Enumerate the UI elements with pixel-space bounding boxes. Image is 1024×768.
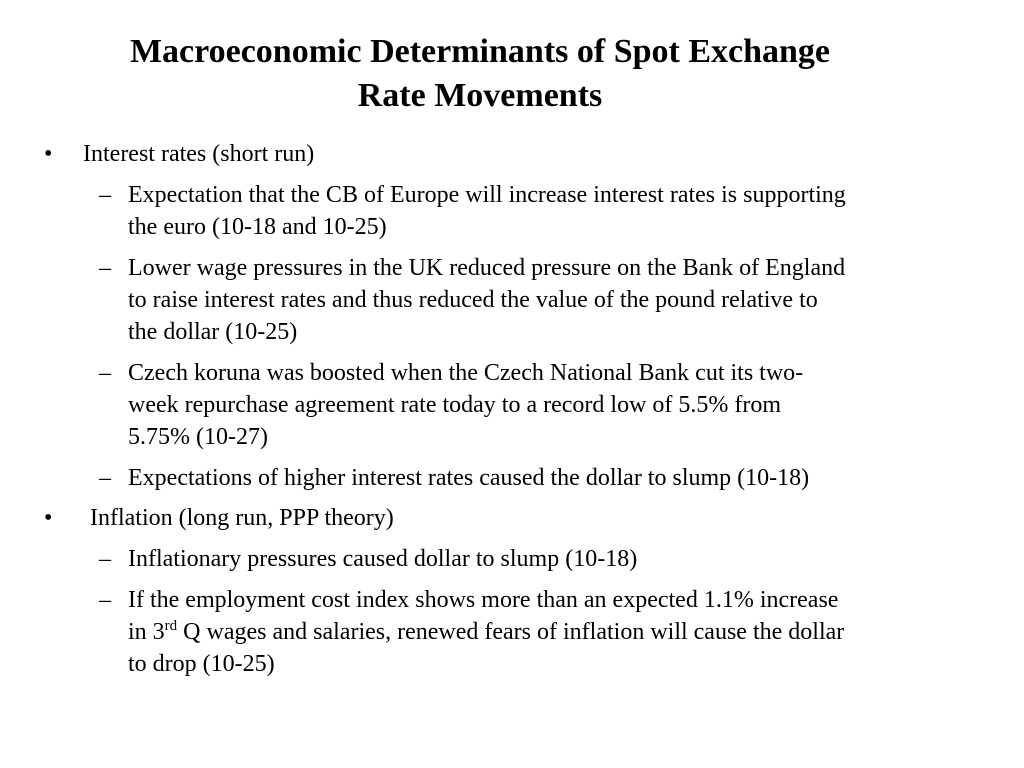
bullet-interest-rates [0,138,1024,170]
bullet-marker: • [44,141,53,167]
subitem-text [128,462,988,494]
subitem-inflationary-pressures [0,543,1024,575]
slide-title-line-1: Macroeconomic Determinants of Spot Exchange [129,33,831,70]
subitem-line: the dollar (10-25) [128,319,298,345]
subitem-czech-koruna [0,357,1024,453]
subitem-line: Czech koruna was boosted when the Czech National Bank cut its two- [128,360,804,386]
dash-marker: – [99,255,111,281]
subitem-text [128,357,988,453]
bullet-list [0,138,1024,680]
subitem-line: Inflationary pressures caused dollar to slump (10-18) [128,546,638,572]
bullet-text: Interest rates (short run) [83,141,315,167]
subitem-line: If the employment cost index shows more than an expected 1.1% increase [128,587,839,613]
subitem-text [128,252,988,348]
subitem-text [128,179,988,243]
slide-title-line-2: Rate Movements [357,77,603,114]
subitem-uk-wage [0,252,1024,348]
subitem-employment-cost-index [0,584,1024,680]
subitem-line: Lower wage pressures in the UK reduced pressure on the Bank of England [128,255,846,281]
subitem-text [128,543,988,575]
subitem-line: Expectations of higher interest rates caused the dollar to slump (10-18) [128,465,810,491]
line-suffix: Q wages and salaries, renewed fears of inflation will cause the dollar [177,619,845,645]
dash-marker: – [99,546,111,572]
line-prefix: in 3 [128,619,165,645]
subitem-line: 5.75% (10-27) [128,424,268,450]
ordinal-superscript: rd [164,618,178,634]
subitem-line: to raise interest rates and thus reduced the value of the pound relative to [128,287,818,313]
dash-marker: – [99,465,111,491]
subitem-line: Expectation that the CB of Europe will increase interest rates is supporting [128,182,846,208]
bullet-inflation [0,502,1024,534]
subitem-higher-rates [0,462,1024,494]
subitem-line: to drop (10-25) [128,651,275,677]
subitem-line [128,616,988,648]
dash-marker: – [99,587,111,613]
subitem-line: the euro (10-18 and 10-25) [128,214,387,240]
subitem-cb-europe [0,179,1024,243]
subitem-line: week repurchase agreement rate today to a record low of 5.5% from [128,392,782,418]
dash-marker: – [99,182,111,208]
bullet-text: Inflation (long run, PPP theory) [90,505,394,531]
bullet-marker: • [44,505,53,531]
dash-marker: – [99,360,111,386]
subitem-text [128,584,988,680]
slide-title [40,30,920,118]
